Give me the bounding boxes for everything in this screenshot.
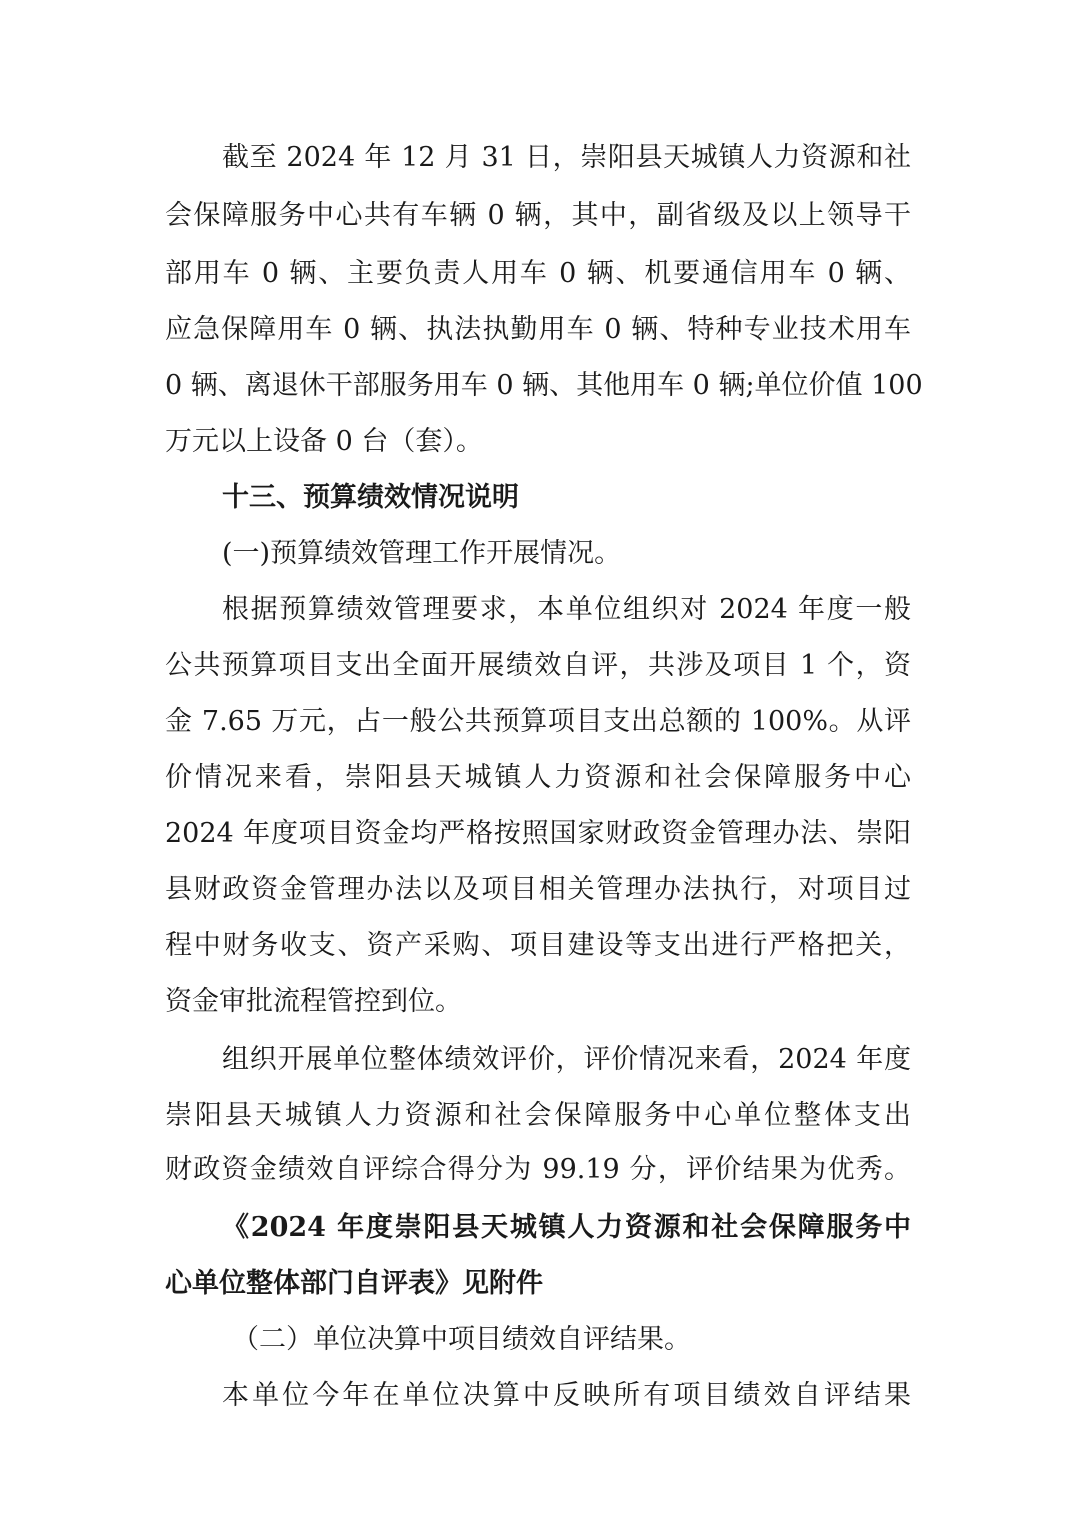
attachment-note-line-1: 《2024 年度崇阳县天城镇人力资源和社会保障服务中 bbox=[222, 1212, 911, 1243]
paragraph-evaluation-line-4: 价情况来看，崇阳县天城镇人力资源和社会保障服务中心 bbox=[165, 762, 911, 793]
paragraph-vehicles-line-4: 应急保障用车 0 辆、执法执勤用车 0 辆、特种专业技术用车 bbox=[165, 314, 911, 345]
paragraph-overall-line-2: 崇阳县天城镇人力资源和社会保障服务中心单位整体支出 bbox=[165, 1100, 911, 1131]
paragraph-evaluation-line-6: 县财政资金管理办法以及项目相关管理办法执行，对项目过 bbox=[165, 874, 911, 905]
paragraph-vehicles-line-3: 部用车 0 辆、主要负责人用车 0 辆、机要通信用车 0 辆、 bbox=[165, 258, 911, 289]
subsection-1-heading: (一)预算绩效管理工作开展情况。 bbox=[222, 538, 622, 569]
paragraph-evaluation-line-7: 程中财务收支、资产采购、项目建设等支出进行严格把关， bbox=[165, 930, 911, 961]
paragraph-vehicles-line-6: 万元以上设备 0 台（套）。 bbox=[165, 426, 483, 457]
paragraph-vehicles-line-5: 0 辆、离退休干部服务用车 0 辆、其他用车 0 辆;单位价值 100 bbox=[165, 370, 923, 401]
paragraph-evaluation-line-3: 金 7.65 万元，占一般公共预算项目支出总额的 100%。从评 bbox=[165, 706, 911, 737]
paragraph-evaluation-line-2: 公共预算项目支出全面开展绩效自评，共涉及项目 1 个，资 bbox=[165, 650, 911, 681]
section-13-heading: 十三、预算绩效情况说明 bbox=[222, 482, 519, 513]
paragraph-evaluation-line-5: 2024 年度项目资金均严格按照国家财政资金管理办法、崇阳 bbox=[165, 818, 911, 849]
paragraph-vehicles-line-2: 会保障服务中心共有车辆 0 辆，其中，副省级及以上领导干 bbox=[165, 200, 911, 231]
paragraph-evaluation-line-8: 资金审批流程管控到位。 bbox=[165, 986, 462, 1017]
paragraph-overall-line-1: 组织开展单位整体绩效评价，评价情况来看，2024 年度 bbox=[222, 1044, 911, 1075]
paragraph-overall-line-3: 财政资金绩效自评综合得分为 99.19 分，评价结果为优秀。 bbox=[165, 1154, 911, 1185]
subsection-2-heading: （二）单位决算中项目绩效自评结果。 bbox=[232, 1324, 691, 1355]
attachment-note-line-2: 心单位整体部门自评表》见附件 bbox=[165, 1268, 543, 1299]
paragraph-projects-line-1: 本单位今年在单位决算中反映所有项目绩效自评结果 bbox=[222, 1380, 911, 1411]
paragraph-evaluation-line-1: 根据预算绩效管理要求，本单位组织对 2024 年度一般 bbox=[222, 594, 911, 625]
paragraph-vehicles-line-1: 截至 2024 年 12 月 31 日，崇阳县天城镇人力资源和社 bbox=[222, 142, 911, 173]
